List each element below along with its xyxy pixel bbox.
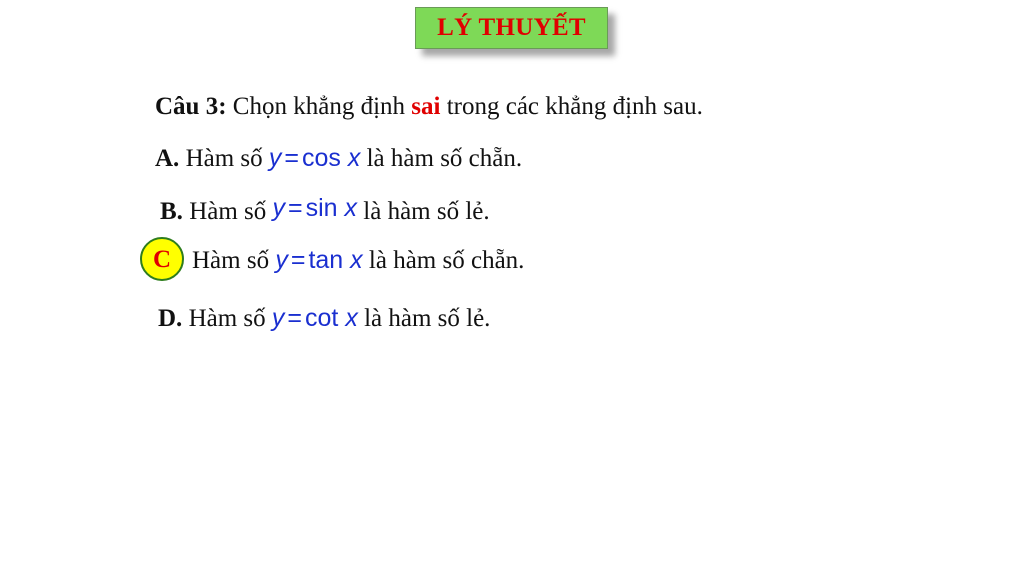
math-variable: y — [271, 304, 285, 332]
math-argument: x — [347, 144, 361, 172]
math-equals: = — [284, 144, 299, 172]
math-expression — [273, 194, 358, 222]
option-a — [155, 146, 522, 171]
math-function: sin — [305, 194, 338, 222]
math-equals: = — [290, 246, 306, 274]
title-box — [415, 7, 608, 49]
math-variable: y — [275, 246, 288, 274]
option-prefix: Hàm số — [192, 247, 270, 274]
question-line — [155, 94, 703, 119]
question-text-before: Chọn khẳng định — [232, 93, 406, 120]
option-label: D. — [158, 305, 183, 332]
math-function: tan — [308, 246, 344, 274]
math-argument: x — [350, 246, 363, 274]
math-equals: = — [287, 304, 302, 332]
math-function: cos — [302, 144, 341, 172]
math-expression — [269, 144, 360, 172]
option-prefix: Hàm số — [188, 305, 266, 332]
option-suffix: là hàm số lẻ. — [364, 305, 491, 332]
math-expression — [272, 304, 358, 332]
option-suffix: là hàm số lẻ. — [363, 198, 490, 225]
math-variable: y — [272, 194, 286, 222]
math-argument: x — [345, 304, 358, 332]
answer-marker — [140, 237, 184, 281]
math-argument: x — [344, 194, 358, 222]
option-d — [158, 306, 490, 331]
option-c — [192, 248, 524, 273]
option-label: A. — [155, 145, 180, 172]
question-text-after: trong các khẳng định sau. — [446, 93, 703, 120]
math-variable: y — [268, 144, 282, 172]
math-equals: = — [288, 194, 303, 222]
option-suffix: là hàm số chẵn. — [366, 145, 523, 172]
option-b — [160, 194, 490, 225]
option-label: B. — [160, 198, 183, 225]
option-prefix: Hàm số — [185, 145, 263, 172]
option-suffix: là hàm số chẵn. — [368, 247, 525, 274]
question-label: Câu 3: — [155, 93, 227, 120]
slide-title: LÝ THUYẾT — [437, 14, 586, 41]
math-expression — [275, 246, 362, 274]
question-highlight: sai — [411, 93, 441, 120]
math-function: cot — [305, 304, 339, 332]
option-prefix: Hàm số — [189, 198, 267, 225]
option-label: C — [152, 245, 172, 273]
